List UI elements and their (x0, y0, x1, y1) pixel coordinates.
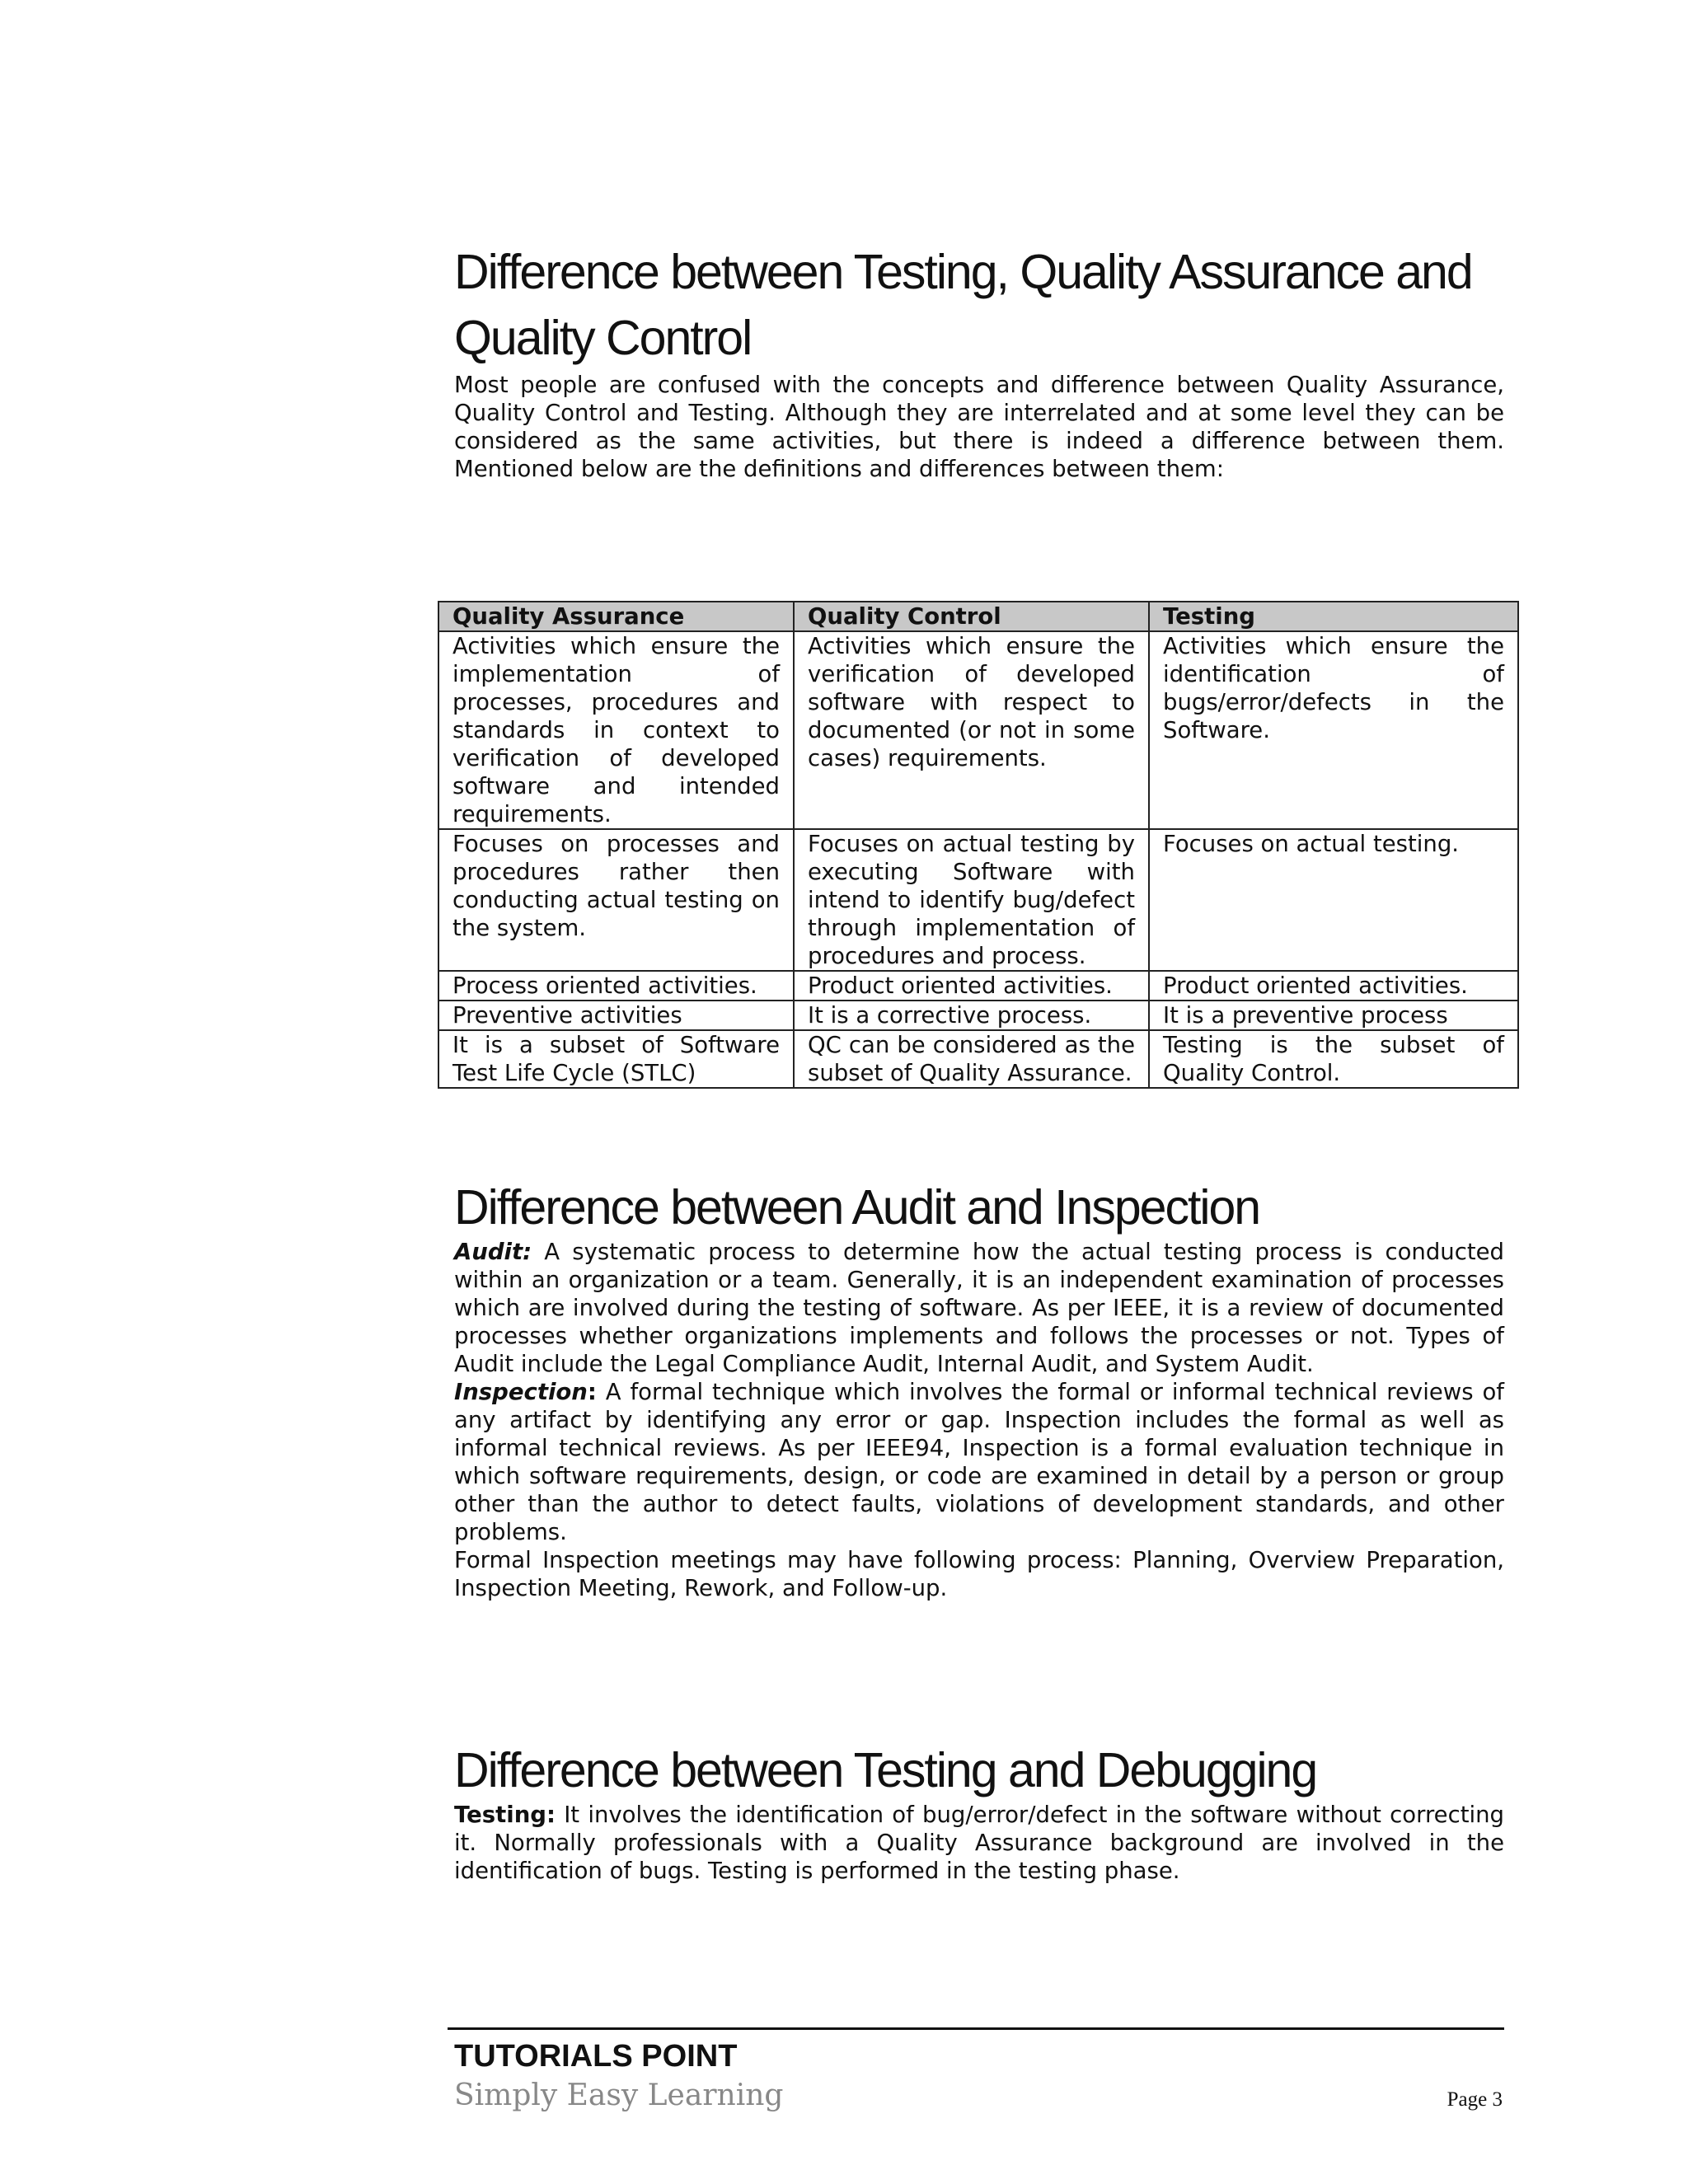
table-cell: It is a preventive process (1149, 1001, 1518, 1030)
column-header: Quality Control (794, 602, 1149, 631)
column-header: Quality Assurance (438, 602, 794, 631)
table-row (438, 1030, 1518, 1088)
footer-tagline: Simply Easy Learning (454, 2079, 784, 2112)
table-header-row (438, 602, 1518, 631)
table-cell: Product oriented activities. (794, 971, 1149, 1001)
footer-divider (448, 2027, 1504, 2030)
table-cell: Focuses on actual testing by executing Software with intend to identify bug/defect through implementation of procedures and process. (794, 829, 1149, 971)
inspection-term: Inspection (454, 1379, 588, 1405)
table-row (438, 829, 1518, 971)
table-cell: Activities which ensure the implementation of processes, procedures and standards in context to verification of developed software and intended requirements. (438, 631, 794, 829)
testing-term: Testing: (454, 1802, 556, 1828)
audit-paragraph (454, 1238, 1504, 1378)
table-cell: Activities which ensure the identification of bugs/error/defects in the Software. (1149, 631, 1518, 829)
section-heading: Difference between Audit and Inspection (454, 1180, 1260, 1235)
inspection-text: A formal technique which involves the formal or informal technical reviews of any artifact by identifying any error or gap. Inspection includes the formal as well as informal technical reviews. As per IEEE94, Inspection is a formal evaluation technique in which software requirements, design, or code are examined in detail by a person or group other than the author to detect faults, violations of development standards, and other problems. (454, 1379, 1504, 1545)
table-cell: Testing is the subset of Quality Control. (1149, 1030, 1518, 1088)
section-audit-inspection (454, 1177, 1504, 1602)
table-cell: Product oriented activities. (1149, 971, 1518, 1001)
column-header: Testing (1149, 602, 1518, 631)
audit-text: A systematic process to determine how the actual testing process is conducted within an organization or a team. Generally, it is an independent examination of processes which are involved during the testing of software. As per IEEE, it is a review of documented processes whether organizations implements and follows the processes or not. Types of Audit include the Legal Compliance Audit, Internal Audit, and System Audit. (454, 1239, 1504, 1377)
table-cell: Activities which ensure the verification of developed software with respect to documented (or not in some cases) requirements. (794, 631, 1149, 829)
page-number: Page 3 (1447, 2088, 1503, 2111)
testing-text: It involves the identification of bug/error/defect in the software without correcting it. Normally professionals with a Quality Assurance background are involved in the identification of bugs. Testing is performed in the testing phase. (454, 1802, 1504, 1884)
table-cell: It is a subset of Software Test Life Cycle (STLC) (438, 1030, 794, 1088)
table-cell: Focuses on actual testing. (1149, 829, 1518, 971)
comparison-table (438, 601, 1519, 1089)
section-testing-debugging (454, 1740, 1504, 1885)
table-cell: QC can be considered as the subset of Quality Assurance. (794, 1030, 1149, 1088)
page-title: Difference between Testing, Quality Assurance and Quality Control (454, 245, 1472, 365)
table-cell: Preventive activities (438, 1001, 794, 1030)
table-row (438, 971, 1518, 1001)
inspection-colon: : (587, 1379, 597, 1405)
section-qa-qc-testing (454, 239, 1504, 483)
table-cell: Process oriented activities. (438, 971, 794, 1001)
table-cell: It is a corrective process. (794, 1001, 1149, 1030)
section-heading: Difference between Testing and Debugging (454, 1743, 1317, 1797)
table-row (438, 631, 1518, 829)
intro-paragraph: Most people are confused with the concepts and difference between Quality Assurance, Quality Control and Testing. Although they are interrelated and at some level they can be considered as the same activities, but there is indeed a difference between them. Mentioned below are the definitions and differences between them: (454, 372, 1504, 482)
audit-term: Audit: (454, 1239, 532, 1265)
footer-brand: TUTORIALS POINT (454, 2039, 738, 2074)
inspection-paragraph (454, 1378, 1504, 1546)
formal-inspection-paragraph: Formal Inspection meetings may have following process: Planning, Overview Preparation, Inspection Meeting, Rework, and Follow-up. (454, 1547, 1504, 1601)
table-row (438, 1001, 1518, 1030)
table-cell: Focuses on processes and procedures rather then conducting actual testing on the system. (438, 829, 794, 971)
testing-paragraph (454, 1801, 1504, 1885)
